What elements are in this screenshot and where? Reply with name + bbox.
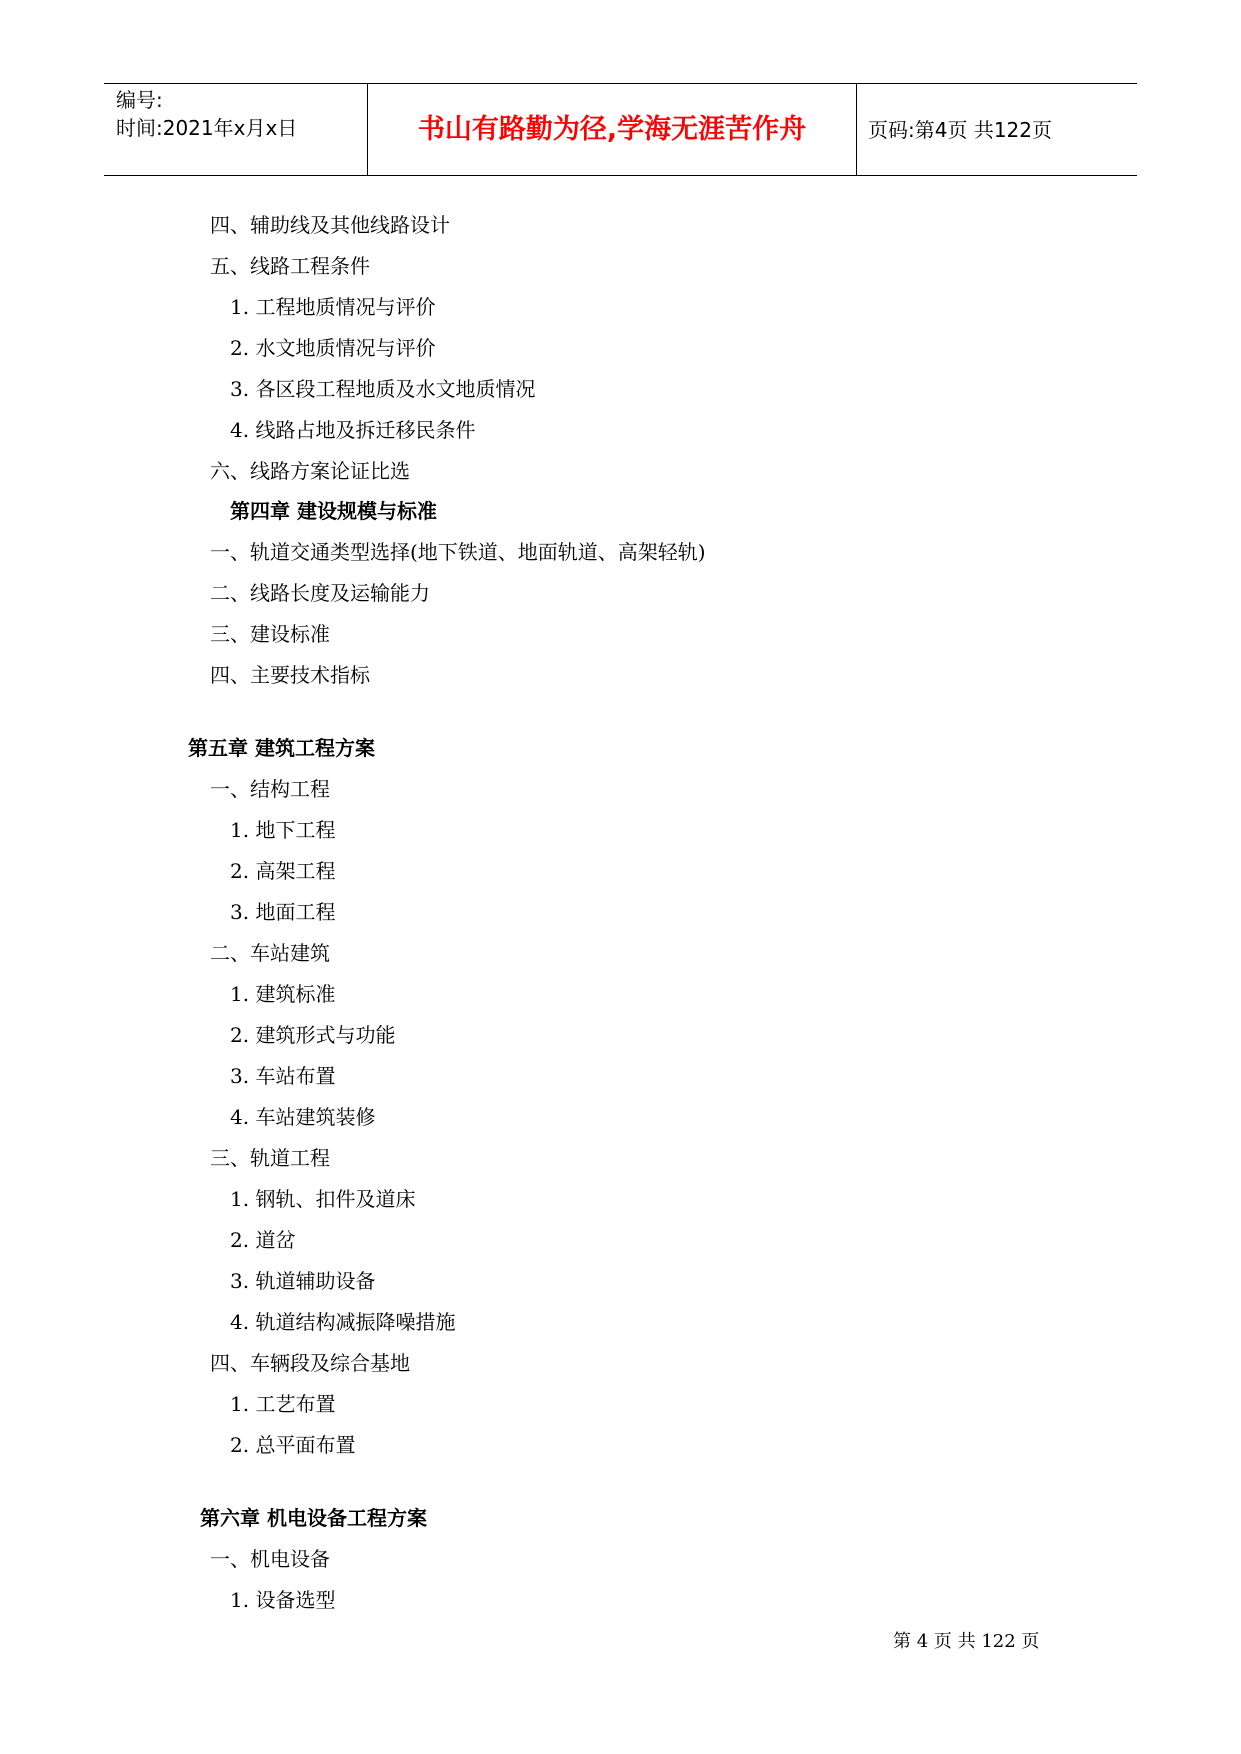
header-table [104, 83, 1137, 176]
header-divider-left [367, 84, 368, 175]
chapter-heading: 第六章 机电设备工程方案 [200, 1506, 427, 1530]
toc-item: 四、主要技术指标 [210, 663, 370, 687]
toc-item: 四、辅助线及其他线路设计 [210, 213, 450, 237]
toc-item: 3. 车站布置 [230, 1064, 336, 1088]
toc-item: 4. 线路占地及拆迁移民条件 [230, 418, 476, 442]
header-meta [116, 86, 366, 142]
toc-item: 三、建设标准 [210, 622, 330, 646]
chapter-heading: 第五章 建筑工程方案 [188, 736, 375, 760]
toc-item: 1. 设备选型 [230, 1588, 336, 1612]
toc-item: 1. 工程地质情况与评价 [230, 295, 436, 319]
toc-item: 一、轨道交通类型选择(地下铁道、地面轨道、高架轻轨) [210, 540, 706, 564]
toc-item: 1. 工艺布置 [230, 1392, 336, 1416]
toc-item: 1. 地下工程 [230, 818, 336, 842]
document-number-label: 编号: [116, 88, 163, 112]
toc-item: 二、线路长度及运输能力 [210, 581, 430, 605]
toc-item: 4. 车站建筑装修 [230, 1105, 376, 1129]
toc-item: 五、线路工程条件 [210, 254, 370, 278]
toc-item: 2. 高架工程 [230, 859, 336, 883]
header-divider-right [856, 84, 857, 175]
toc-item: 2. 水文地质情况与评价 [230, 336, 436, 360]
footer-page-number: 第 4 页 共 122 页 [893, 1631, 1040, 1652]
document-time-label: 时间:2021年x月x日 [116, 116, 298, 140]
toc-item: 3. 地面工程 [230, 900, 336, 924]
toc-item: 四、车辆段及综合基地 [210, 1351, 410, 1375]
header-motto: 书山有路勤为径,学海无涯苦作舟 [417, 114, 807, 145]
toc-item: 六、线路方案论证比选 [210, 459, 410, 483]
chapter-heading: 第四章 建设规模与标准 [230, 499, 437, 523]
toc-item: 4. 轨道结构减振降噪措施 [230, 1310, 456, 1334]
header-page-number: 页码:第4页 共122页 [868, 118, 1052, 142]
toc-item: 一、结构工程 [210, 777, 330, 801]
toc-item: 3. 各区段工程地质及水文地质情况 [230, 377, 536, 401]
toc-item: 二、车站建筑 [210, 941, 330, 965]
toc-item: 2. 道岔 [230, 1228, 296, 1252]
toc-item: 2. 总平面布置 [230, 1433, 356, 1457]
toc-item: 3. 轨道辅助设备 [230, 1269, 376, 1293]
toc-item: 一、机电设备 [210, 1547, 330, 1571]
toc-item: 1. 建筑标准 [230, 982, 336, 1006]
toc-item: 2. 建筑形式与功能 [230, 1023, 396, 1047]
toc-item: 三、轨道工程 [210, 1146, 330, 1170]
toc-item: 1. 钢轨、扣件及道床 [230, 1187, 416, 1211]
